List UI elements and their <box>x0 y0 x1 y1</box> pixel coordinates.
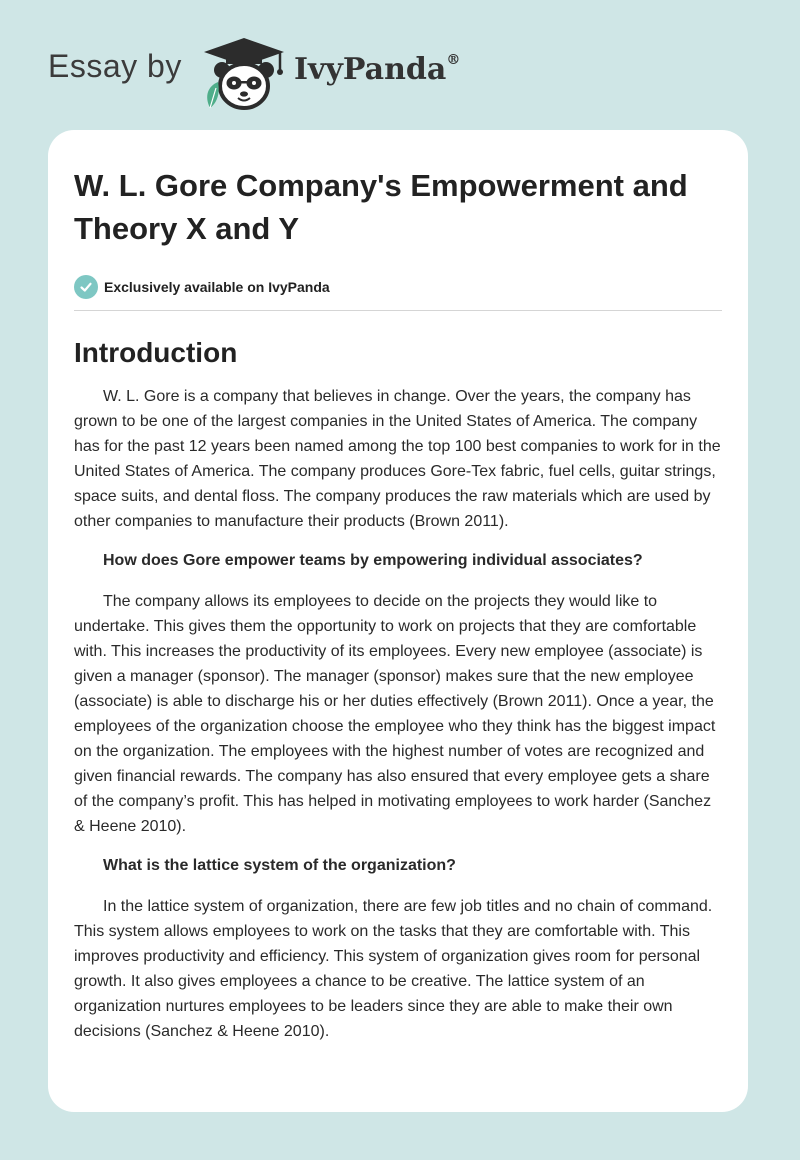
exclusive-badge-label: Exclusively available on IvyPanda <box>104 279 330 295</box>
registered-mark: ® <box>446 52 461 68</box>
question-heading: What is the lattice system of the organization? <box>103 857 456 874</box>
paragraph: The company allows its employees to decide on the projects they would like to undertake. This gives them the opportunity to work on projects that they are comfortable with. This increases the productivity of its employees. Every new employee (associate) is given a manager (sponsor). The manager (sponsor) makes sure that the new employee (associate) is able to discharge his or her duties effectively (Brown 2011). Once a year, the employees of the organization choose the employee who they think has the biggest impact on the organization. The employees with the highest number of votes are recognized and given financial rewards. The company has also ensured that every employee gets a share of the company’s profit. This has helped in motivating employees to work harder (Sanchez & Heene 2010). <box>74 593 716 835</box>
panda-graduate-logo-icon[interactable] <box>200 36 288 112</box>
paragraph: W. L. Gore is a company that believes in change. Over the years, the company has grown to be one of the largest companies in the United States of America. The company has for the past 12 years been named among the top 100 best companies to work for in the United States of America. The company produces Gore-Tex fabric, fuel cells, guitar strings, space suits, and dental floss. The company produces the raw materials which are used by other companies to manufacture their products (Brown 2011). <box>74 388 721 530</box>
paragraph: In the lattice system of organization, there are few job titles and no chain of command. This system allows employees to work on the tasks that they are comfortable with. This improves productivity and efficiency. This system of organization gives room for personal growth. It also gives employees a chance to be creative. The lattice system of an organization nurtures employees to be leaders since they are able to make their own decisions (Sanchez & Heene 2010). <box>74 898 713 1040</box>
divider <box>74 310 722 311</box>
checkmark-icon <box>74 275 98 299</box>
essay-card <box>48 130 748 1112</box>
essay-body <box>74 384 722 1044</box>
brand-text: IvyPanda <box>294 52 447 87</box>
exclusive-badge <box>74 272 722 302</box>
essay-title: W. L. Gore Company's Empowerment and Theory X and Y <box>74 168 688 246</box>
site-header <box>48 30 548 110</box>
question-heading: How does Gore empower teams by empowering individual associates? <box>103 552 643 569</box>
essay-by-label: Essay by <box>48 48 182 84</box>
section-heading: Introduction <box>74 337 238 368</box>
brand-name[interactable] <box>294 52 460 87</box>
